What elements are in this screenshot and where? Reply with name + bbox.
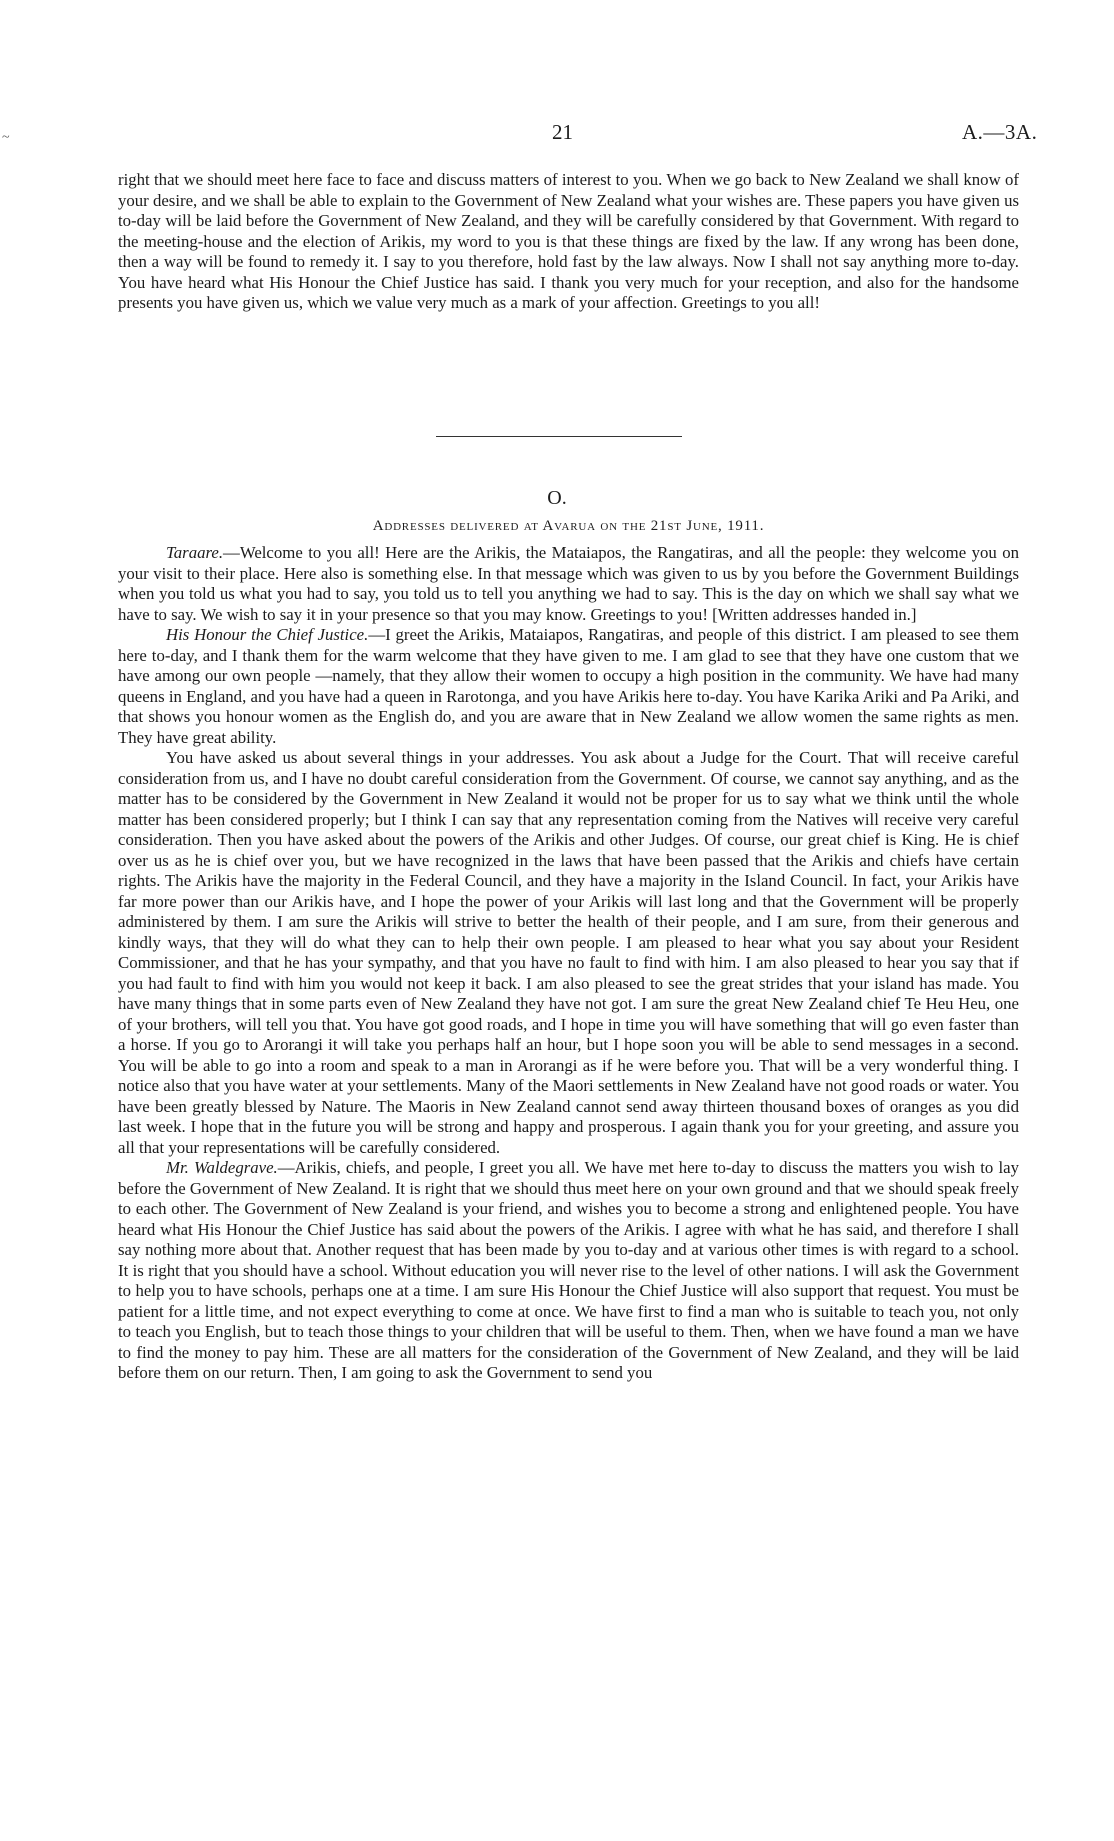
paragraph-chief-justice — [118, 625, 1019, 748]
speaker-name: His Honour the Chief Justice. — [166, 625, 369, 644]
paragraph-taraare — [118, 543, 1019, 625]
paragraph-chief-justice-continued — [118, 748, 1019, 1158]
section-letter: O. — [547, 487, 567, 509]
paragraph-text: You have asked us about several things in your addresses. You ask about a Judge for the Court. That will receive careful consideration from us, and I have no doubt careful consideration from the Government. Of course, we cannot say anything, and as the matter has to be considered by the Government in New Zealand it would not be proper for us to say what we think until the whole matter has been considered properly; but I think I can say that any representation coming from the Natives will receive very careful consideration. Then you have asked about the powers of the Arikis and other Judges. Of course, our great chief is King. He is chief over us as he is chief over you, but we have recognized in the laws that have been passed that the Arikis and chiefs have certain rights. The Arikis have the majority in the Federal Council, and they have a majority in the Island Council. In fact, your Arikis have far more power than our Arikis have, and I hope the power of your Arikis will last long and that the Government will be properly administered by them. I am sure the Arikis will strive to better the health of their people, and I am sure, from their generous and kindly ways, that they will do what they can to help their own people. I am pleased to hear what you say about your Resident Commissioner, and that he has your sympathy, and that you have no fault to find with him. I am also pleased to hear you say that if you had fault to find with him you would not keep it back. I am also pleased to see the great strides that your island has made. You have many things that in some parts even of New Zealand they have not got. I am sure the great New Zealand chief Te Heu Heu, one of your brothers, will tell you that. You have got good roads, and I hope in time you will have something that will go even faster than a horse. If you go to Arorangi it will take you perhaps half an hour, but I hope soon you will be able to send messages in a second. You will be able to go into a room and speak to a man in Arorangi as if he were before you. That will be a very wonderful thing. I notice also that you have water at your settlements. Many of the Maori settlements in New Zealand have not good roads or water. You have been greatly blessed by Nature. The Maoris in New Zealand cannot send away thirteen thousand boxes of oranges as you did last week. I hope that in the future you will be strong and happy and prosperous. I again thank you for your greeting, and assure you all that your representations will be carefully considered. — [118, 748, 1019, 1157]
intro-paragraph: right that we should meet here face to face and discuss matters of interest to you. When we go back to New Zealand we shall know of your desire, and we shall be able to explain to the Government of New Zealand what your wishes are. These papers you have given us to-day will be laid before the Government of New Zealand, and they will be carefully considered by that Government. With regard to the meeting-house and the election of Arikis, my word to you is that these things are fixed by the law. If any wrong has been done, then a way will be found to remedy it. I say to you therefore, hold fast by the law always. Now I shall not say anything more to-day. You have heard what His Honour the Chief Justice has said. I thank you very much for your reception, and also for the handsome presents you have given us, which we value very much as a mark of your affection. Greetings to you all! — [118, 170, 1019, 312]
paragraph-waldegrave — [118, 1158, 1019, 1384]
paragraph-text: —I greet the Arikis, Mataiapos, Rangatiras, and people of this district. I am pleased to see them here to-day, and I thank them for the warm welcome that they have given to me. I am glad to see that they have one custom that we have among our own people —namely, that they allow their women to occupy a high position in the community. We have had many queens in England, and you have had a queen in Rarotonga, and you have Arikis here to-day. You have Karika Ariki and Pa Ariki, and that shows you honour women as the English do, and you are aware that in New Zealand we allow women the same rights as men. They have great ability. — [118, 625, 1019, 747]
section-heading: Addresses delivered at Avarua on the 21st June, 1911. — [372, 518, 765, 534]
speaker-name: Taraare. — [166, 543, 224, 562]
paragraph-text: —Welcome to you all! Here are the Arikis, the Mataiapos, the Rangatiras, and all the people: they welcome you on your visit to their place. Here also is something else. In that message which was given to us by you before the Government Buildings when you told us what you had to say, you told us to tell you anything we had to say. This is the day on which we shall say what we have to say. We wish to say it in your presence so that you may know. Greetings to you! [Written addresses handed in.] — [118, 543, 1019, 624]
section-divider — [436, 436, 682, 437]
page-number: 21 — [552, 120, 573, 144]
speaker-name: Mr. Waldegrave. — [166, 1158, 278, 1177]
paragraph-text: —Arikis, chiefs, and people, I greet you all. We have met here to-day to discuss the matters you wish to lay before the Government of New Zealand. It is right that we should thus meet here on your own ground and that we should speak freely to each other. The Government of New Zealand is your friend, and wishes you to become a strong and enlightened people. You have heard what His Honour the Chief Justice has said about the powers of the Arikis. I agree with what he has said, and therefore I shall say nothing more about that. Another request that has been made by you to-day and at various other times is with regard to a school. It is right that you should have a school. Without education you will never rise to the level of other nations. I will ask the Government to help you to have schools, perhaps one at a time. I am sure His Honour the Chief Justice will also support that request. You must be patient for a little time, and not expect everything to come at once. We have first to find a man who is suitable to teach you, not only to teach you English, but to teach those things to your children that will be useful to them. Then, when we have found a man we have to find the money to pay him. These are all matters for the consideration of the Government of New Zealand, and they will be laid before them on our return. Then, I am going to ask the Government to send you — [118, 1158, 1020, 1382]
document-reference: A.—3A. — [962, 120, 1038, 144]
margin-mark: ~ — [2, 130, 10, 145]
body-text — [118, 543, 1019, 1384]
